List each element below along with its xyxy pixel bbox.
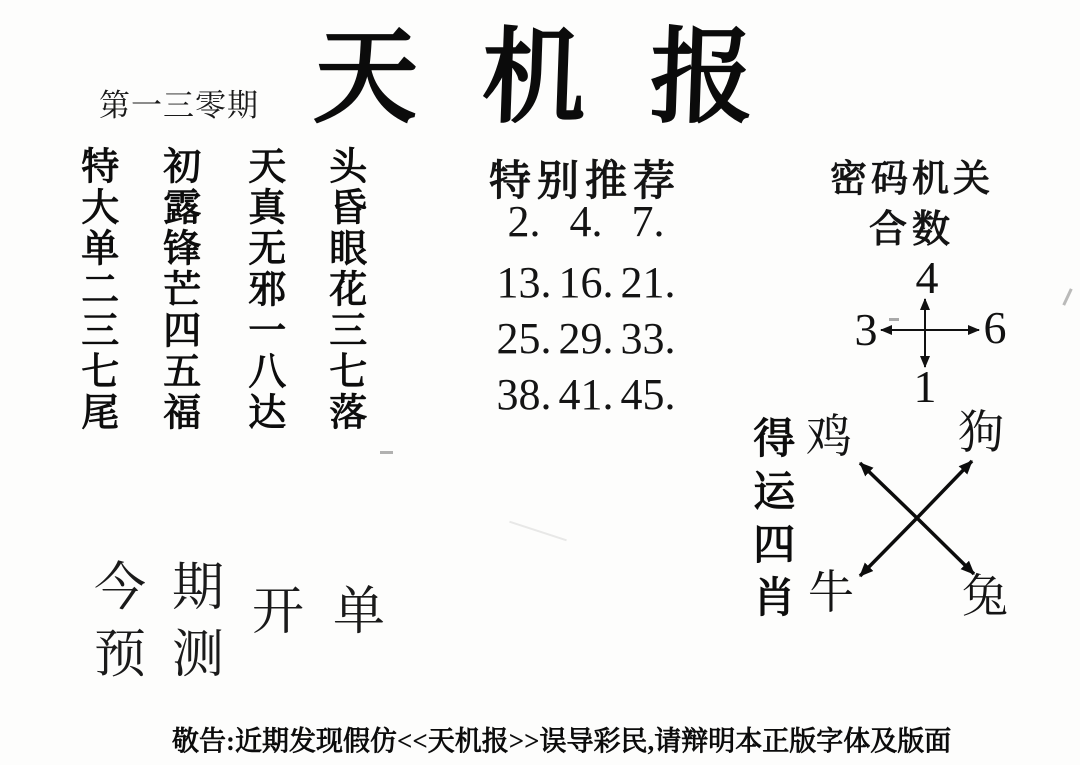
scan-noise	[1062, 288, 1072, 306]
secret-code-subheading: 合数	[869, 209, 956, 251]
scan-noise	[889, 318, 899, 321]
recommended-number: 7.	[631, 197, 665, 246]
recommended-numbers-row	[493, 370, 679, 419]
recommended-numbers-row	[493, 258, 679, 307]
prediction-label-line1: 今期	[94, 560, 251, 617]
arrow-to-rabbit	[917, 518, 974, 574]
recommended-number: 45.	[620, 370, 676, 419]
arrow-to-ox	[860, 518, 917, 576]
zodiac-dog: 狗	[958, 407, 1004, 458]
recommended-number: 13.	[496, 258, 552, 307]
anti-counterfeit-warning: 敬告:近期发现假仿<<天机报>>误导彩民,请辩明本正版字体及版面	[172, 725, 952, 757]
recommended-number: 33.	[620, 314, 676, 363]
prediction-label-line2: 预测	[94, 627, 251, 684]
zodiac-rooster: 鸡	[806, 411, 852, 462]
special-recommendation-heading: 特别推荐	[489, 159, 682, 205]
recommended-number: 38.	[496, 370, 552, 419]
page-title: 天机报	[312, 21, 821, 136]
left-idiom-column-2: 初露锋芒四五福	[156, 146, 199, 433]
scan-noise	[380, 451, 393, 454]
scan-noise	[509, 521, 567, 541]
recommended-numbers-row	[493, 197, 679, 246]
recommended-number: 21.	[620, 258, 676, 307]
arrow-to-dog	[917, 461, 972, 518]
recommended-number: 29.	[558, 314, 614, 363]
arrow-to-rooster	[860, 463, 917, 518]
cross-number-top: 4	[915, 252, 939, 303]
recommended-number: 4.	[569, 197, 603, 246]
recommended-number: 41.	[558, 370, 614, 419]
left-idiom-column-1: 特大单二三七尾	[74, 146, 117, 433]
left-idiom-column-3: 天真无邪一八达	[241, 146, 284, 433]
recommended-number: 2.	[507, 197, 541, 246]
zodiac-ox: 牛	[808, 567, 854, 618]
zodiac-rabbit: 兔	[962, 571, 1008, 622]
cross-number-right: 6	[983, 302, 1007, 353]
recommended-number: 16.	[558, 258, 614, 307]
left-idiom-column-4: 头昏眼花三七落	[322, 146, 365, 433]
issue-number: 第一三零期	[99, 88, 259, 123]
zodiac-cross-arrows	[840, 446, 992, 592]
recommended-numbers-row	[493, 314, 679, 363]
cross-number-left: 3	[854, 304, 878, 355]
recommended-number: 25.	[496, 314, 552, 363]
lucky-zodiac-label: 得运四肖	[747, 416, 794, 628]
cross-number-bottom: 1	[913, 361, 937, 412]
secret-code-heading: 密码机关	[830, 159, 994, 200]
compass-cross-diagram	[843, 250, 1021, 412]
prediction-result: 开单	[252, 584, 415, 641]
